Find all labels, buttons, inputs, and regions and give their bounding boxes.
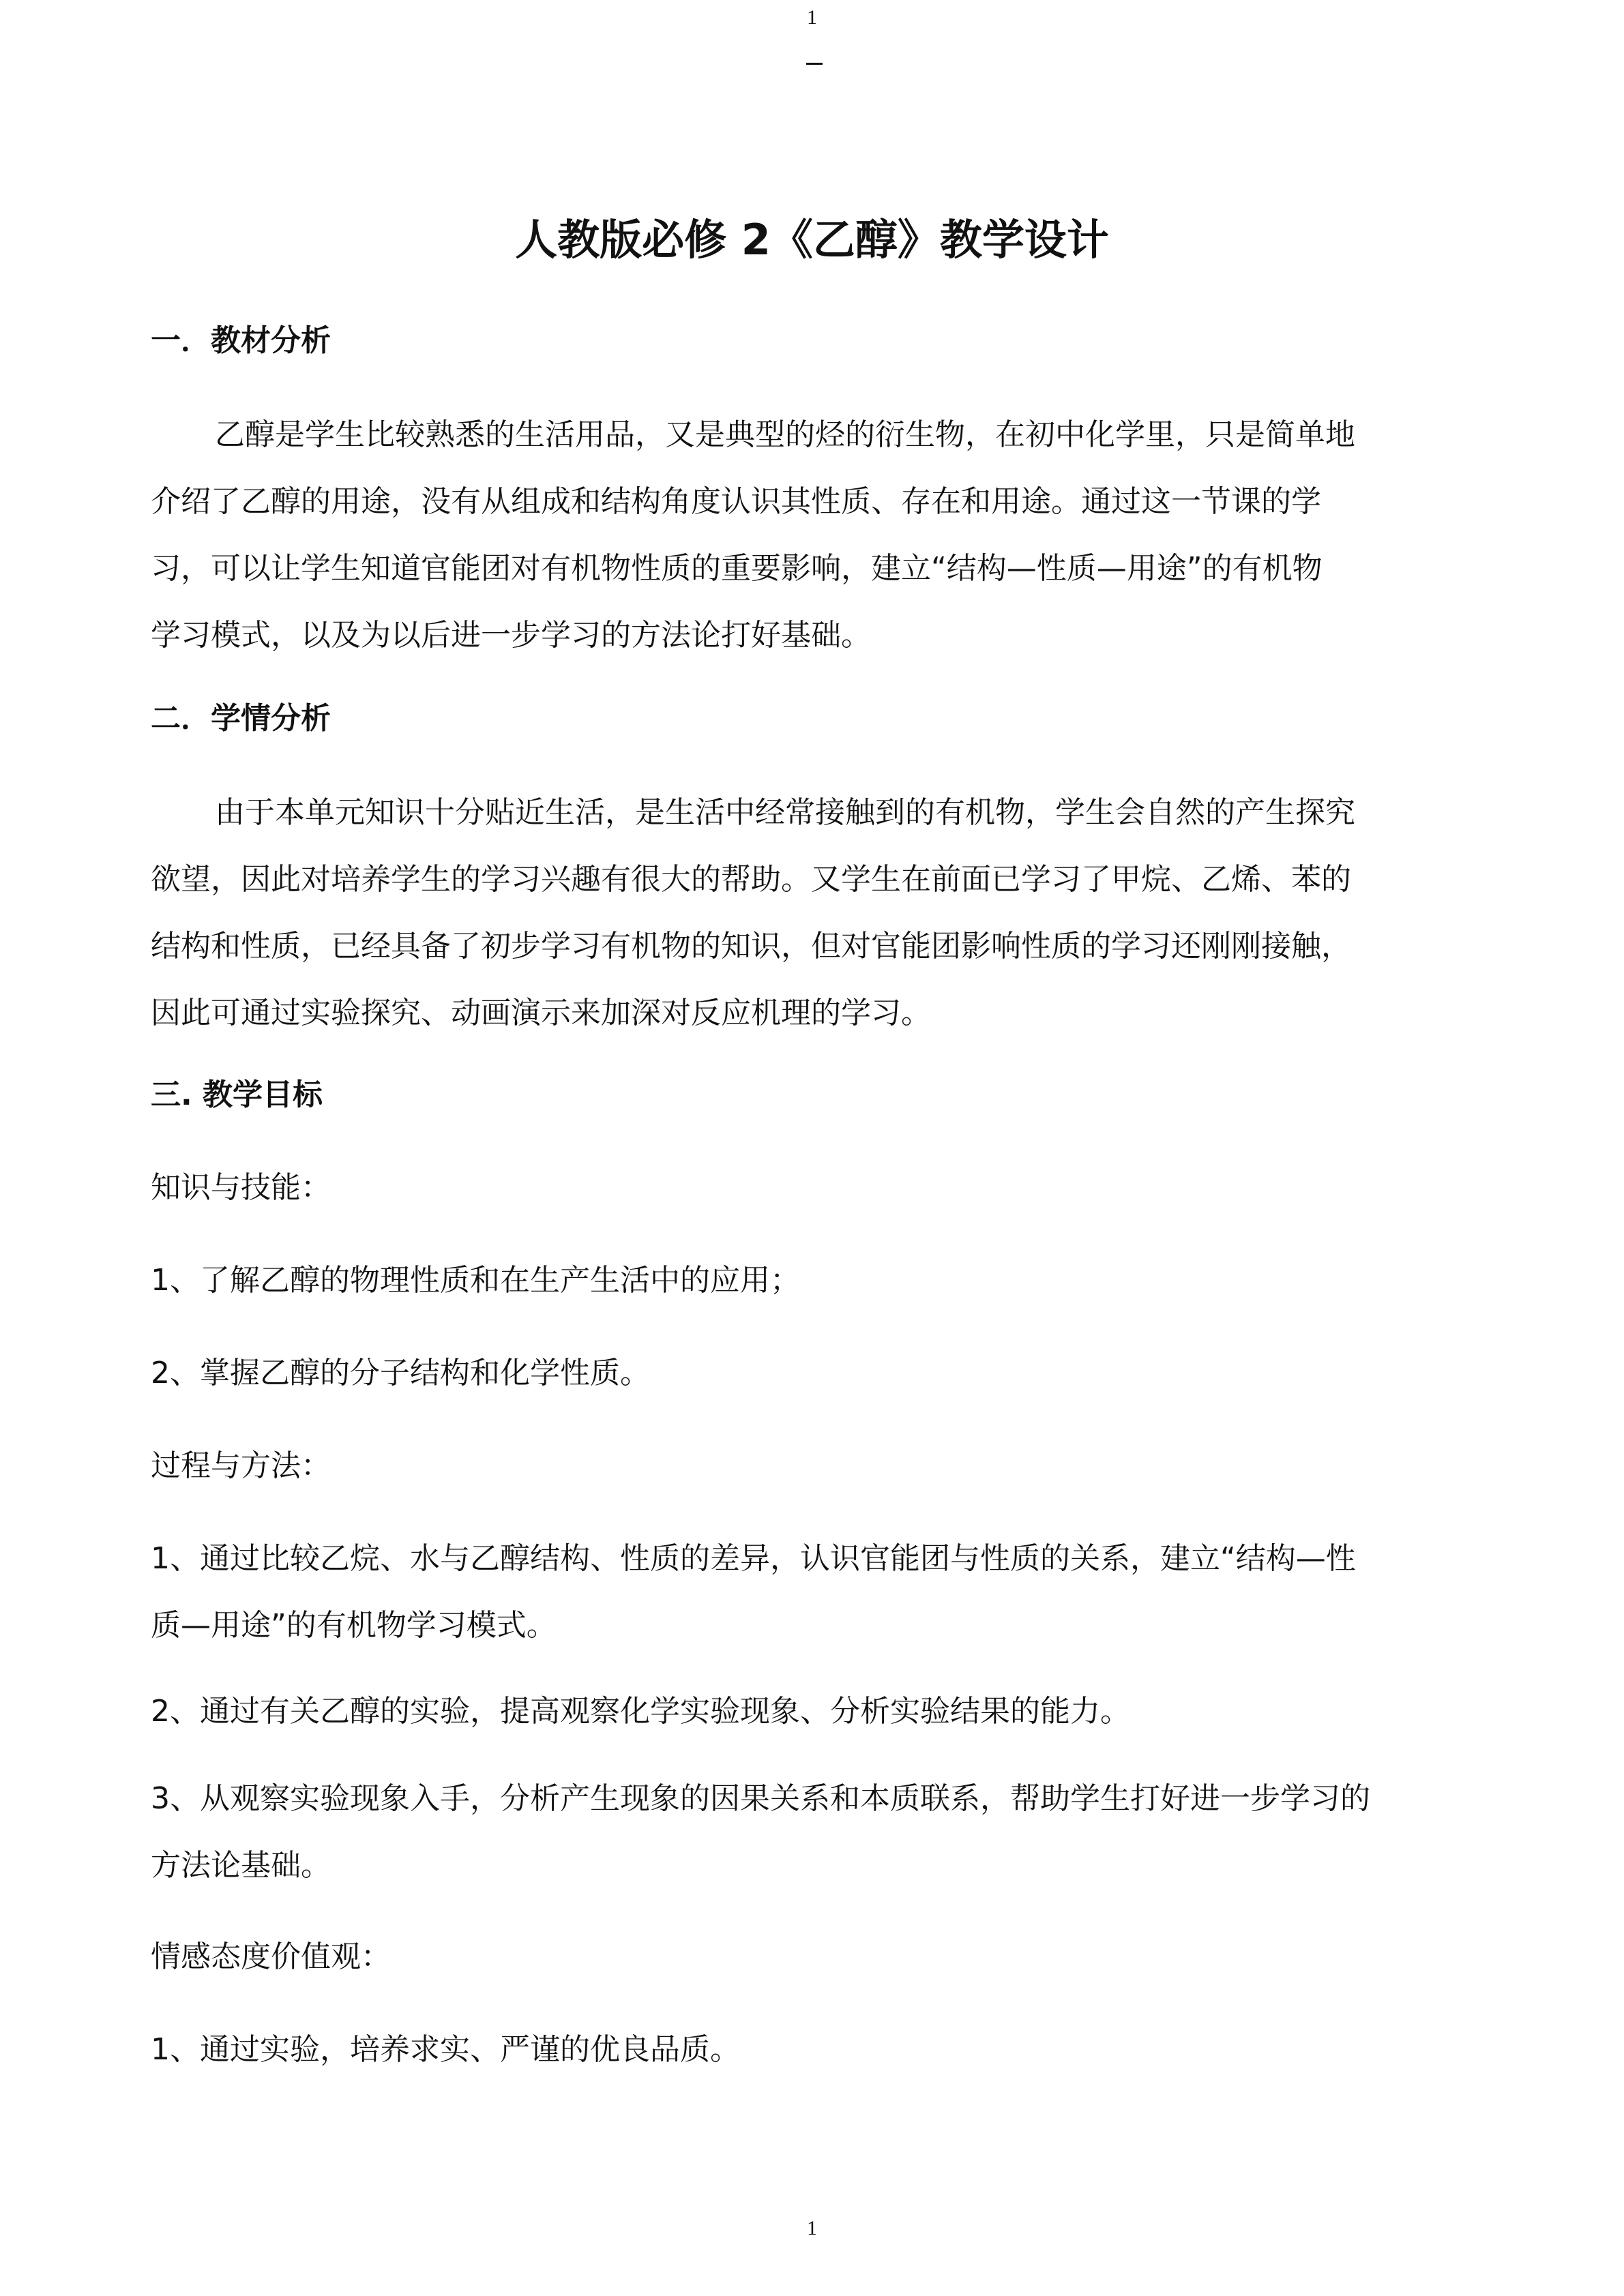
paragraph-line: 欲望，因此对培养学生的学习兴趣有很大的帮助。又学生在前面已学习了甲烷、乙烯、苯的 xyxy=(151,862,1351,897)
knowledge-skills-label: 知识与技能： xyxy=(151,1170,331,1205)
footer-page-number: 1 xyxy=(807,2217,817,2239)
paragraph-line: 由于本单元知识十分贴近生活，是生活中经常接触到的有机物，学生会自然的产生探究 xyxy=(215,795,1355,830)
process-item xyxy=(151,1778,1505,1912)
section-heading-materials: 一．教材分析 xyxy=(151,323,331,358)
section-heading-objectives: 三. 教学目标 xyxy=(151,1077,323,1112)
process-item: 2、通过有关乙醇的实验，提高观察化学实验现象、分析实验结果的能力。 xyxy=(151,1694,1130,1729)
paragraph-line: 乙醇是学生比较熟悉的生活用品，又是典型的烃的衍生物，在初中化学里，只是简单地 xyxy=(215,417,1355,452)
process-methods-label: 过程与方法： xyxy=(151,1448,331,1483)
header-divider xyxy=(806,63,823,65)
paragraph-line: 1、通过比较乙烷、水与乙醇结构、性质的差异，认识官能团与性质的关系，建立“结构—性 xyxy=(151,1541,1356,1576)
process-item xyxy=(151,1538,1505,1672)
paragraph-line: 学习模式，以及为以后进一步学习的方法论打好基础。 xyxy=(151,618,871,653)
header-page-number: 1 xyxy=(807,6,817,29)
knowledge-item: 1、了解乙醇的物理性质和在生产生活中的应用； xyxy=(151,1263,800,1298)
paragraph-line: 介绍了乙醇的用途，没有从组成和结构角度认识其性质、存在和用途。通过这一节课的学 xyxy=(151,484,1321,519)
paragraph-line: 3、从观察实验现象入手，分析产生现象的因果关系和本质联系，帮助学生打好进一步学习的 xyxy=(151,1781,1370,1816)
attitude-item: 1、通过实验，培养求实、严谨的优良品质。 xyxy=(151,2032,740,2067)
paragraph-line: 结构和性质，已经具备了初步学习有机物的知识，但对官能团影响性质的学习还刚刚接触， xyxy=(151,929,1351,964)
attitude-values-label: 情感态度价值观： xyxy=(151,1939,391,1974)
paragraph-line: 因此可通过实验探究、动画演示来加深对反应机理的学习。 xyxy=(151,996,931,1030)
paragraph-line: 习，可以让学生知道官能团对有机物性质的重要影响，建立“结构—性质—用途”的有机物 xyxy=(151,551,1323,586)
section-heading-learners: 二．学情分析 xyxy=(151,701,331,736)
knowledge-item: 2、掌握乙醇的分子结构和化学性质。 xyxy=(151,1356,650,1390)
document-title: 人教版必修 2《乙醇》教学设计 xyxy=(515,215,1109,265)
paragraph-line: 方法论基础。 xyxy=(151,1848,331,1883)
section-paragraph-materials xyxy=(151,415,1505,682)
section-paragraph-learners xyxy=(151,792,1505,1060)
paragraph-line: 质—用途”的有机物学习模式。 xyxy=(151,1608,557,1643)
